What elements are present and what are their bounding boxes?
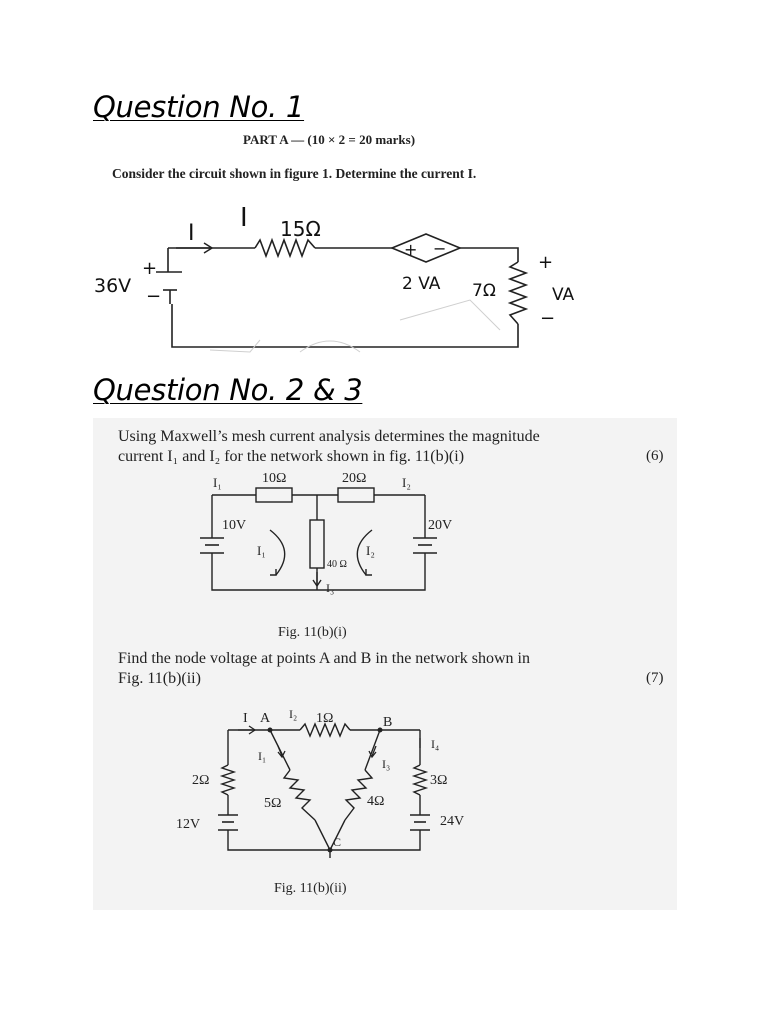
q1-source-label: 36V [94, 275, 132, 297]
q1-current-label-i: I [188, 221, 195, 246]
fig-11bii-i3: I₃ [382, 757, 391, 771]
fig-11bii-r1: 1Ω [316, 711, 334, 726]
q1-prompt: Consider the circuit shown in figure 1. Determine the current I. [112, 166, 477, 181]
q1-source-plus: + [142, 258, 158, 279]
fig-11bi-caption: Fig. 11(b)(i) [278, 625, 347, 640]
fig-11bi-v10: 10V [222, 518, 247, 533]
q3-text-line2: Fig. 11(b)(ii) [118, 670, 201, 687]
fig-11bi-i1-top: I₁ [213, 475, 222, 490]
fig-11bii-i4: I₄ [431, 737, 440, 751]
q1-load-minus: − [540, 308, 556, 329]
fig-11bii-r5: 5Ω [264, 796, 282, 811]
q1-current-label-i-big: I [240, 203, 248, 233]
q1-resistor-15 [255, 240, 315, 256]
q1-load-resistor-label: 7Ω [472, 281, 496, 301]
q1-resistor-15-label: 15Ω [280, 217, 321, 241]
fig-11bii-r2: 2Ω [192, 773, 210, 788]
q1-dep-plus: + [404, 240, 418, 259]
fig-11bi-r20-label: 20Ω [342, 471, 367, 486]
fig-11bi-r40-label: 40 Ω [327, 559, 347, 570]
question-1-heading: Question No. 1 [93, 90, 305, 124]
fig-11bi-i2-top: I₂ [402, 475, 411, 490]
q1-dep-minus: − [433, 239, 447, 258]
fig-11bii-i1: I₁ [258, 749, 267, 763]
fig-11bi-v20: 20V [428, 518, 453, 533]
q1-battery [156, 268, 182, 304]
fig-11bii-r4: 4Ω [367, 794, 385, 809]
q1-resistor-7 [510, 262, 526, 324]
q1-dependent-source [392, 234, 460, 262]
fig-11bi-i2-mesh: I₂ [366, 543, 375, 558]
q1-current-arrow [176, 243, 212, 253]
fig-11bii-node-a: A [260, 711, 271, 726]
fig-11bi-i3: I₃ [326, 581, 335, 595]
fig-11bi-r10-label: 10Ω [262, 471, 287, 486]
fig-11bii-v24: 24V [440, 814, 465, 829]
q1-dep-source-label: 2 VA [402, 274, 441, 294]
question-2-3-heading: Question No. 2 & 3 [93, 373, 363, 407]
q3-text-line1: Find the node voltage at points A and B in the network shown in [118, 650, 530, 667]
q2-marks: (6) [646, 448, 664, 464]
fig-11bi-i1-mesh: I₁ [257, 543, 266, 558]
q3-marks: (7) [646, 670, 664, 686]
fig-11bii-i2: I₂ [289, 707, 298, 721]
q2-text-line1: Using Maxwell’s mesh current analysis determines the magnitude [118, 428, 540, 445]
q2-text-line2: current I₁ and I₂ for the network shown in fig. 11(b)(i) [118, 448, 465, 465]
q1-load-plus: + [538, 252, 554, 273]
fig-11bii-caption: Fig. 11(b)(ii) [274, 881, 347, 896]
q1-source-minus: − [146, 286, 162, 307]
fig-11bii-i: I [243, 711, 248, 726]
fig-11bii-node-c: C [333, 835, 342, 849]
q1-part-label: PART A — (10 × 2 = 20 marks) [243, 132, 416, 147]
fig-11bii-node-b: B [383, 715, 393, 730]
q1-va-label: VA [552, 285, 575, 305]
fig-11bii-v12: 12V [176, 817, 201, 832]
fig-11bii-r3: 3Ω [430, 773, 448, 788]
